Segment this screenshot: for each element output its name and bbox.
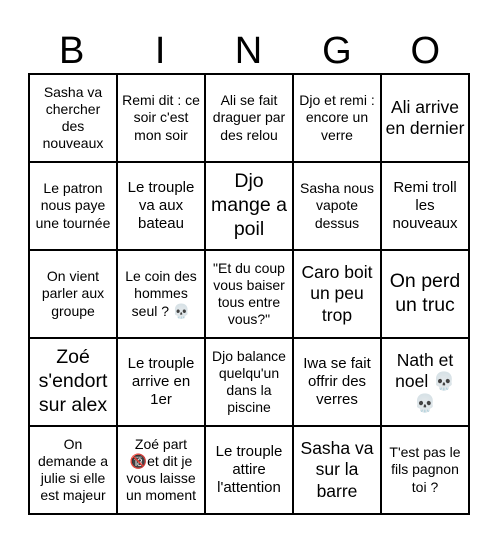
bingo-cell[interactable]: Djo et remi : encore un verre xyxy=(293,74,381,162)
bingo-cell[interactable]: Djo mange a poil xyxy=(205,162,293,250)
bingo-cell[interactable]: Le trouple va aux bateau xyxy=(117,162,205,250)
bingo-cell[interactable]: Ali arrive en dernier xyxy=(381,74,469,162)
bingo-cell[interactable]: Djo balance quelqu'un dans la piscine xyxy=(205,338,293,426)
bingo-grid xyxy=(28,73,470,515)
bingo-cell[interactable]: Zoé part 🔞et dit je vous laisse un moment xyxy=(117,426,205,514)
bingo-cell[interactable]: Remi troll les nouveaux xyxy=(381,162,469,250)
bingo-cell[interactable]: Le coin des hommes seul ? 💀 xyxy=(117,250,205,338)
bingo-header xyxy=(28,30,470,72)
bingo-cell[interactable]: Ali se fait draguer par des relou xyxy=(205,74,293,162)
bingo-cell[interactable]: T'est pas le fils pagnon toi ? xyxy=(381,426,469,514)
bingo-cell[interactable]: Zoé s'endort sur alex xyxy=(29,338,117,426)
header-letter-b: B xyxy=(59,30,86,72)
header-letter-g: G xyxy=(322,30,353,72)
bingo-cell[interactable]: Le patron nous paye une tournée xyxy=(29,162,117,250)
bingo-cell[interactable]: Le trouple arrive en 1er xyxy=(117,338,205,426)
bingo-cell[interactable]: Caro boit un peu trop xyxy=(293,250,381,338)
bingo-cell[interactable]: Nath et noel 💀 💀 xyxy=(381,338,469,426)
bingo-cell[interactable]: On perd un truc xyxy=(381,250,469,338)
bingo-cell[interactable]: Iwa se fait offrir des verres xyxy=(293,338,381,426)
bingo-cell[interactable]: "Et du coup vous baiser tous entre vous?" xyxy=(205,250,293,338)
bingo-cell[interactable]: Sasha va sur la barre xyxy=(293,426,381,514)
bingo-cell[interactable]: Sasha nous vapote dessus xyxy=(293,162,381,250)
header-letter-i: I xyxy=(154,30,167,72)
header-letter-o: O xyxy=(410,30,442,72)
bingo-cell[interactable]: On demande a julie si elle est majeur xyxy=(29,426,117,514)
bingo-cell[interactable]: On vient parler aux groupe xyxy=(29,250,117,338)
header-letter-n: N xyxy=(234,30,264,72)
bingo-cell[interactable]: Le trouple attire l'attention xyxy=(205,426,293,514)
bingo-cell[interactable]: Sasha va chercher des nouveaux xyxy=(29,74,117,162)
bingo-cell[interactable]: Remi dit : ce soir c'est mon soir xyxy=(117,74,205,162)
